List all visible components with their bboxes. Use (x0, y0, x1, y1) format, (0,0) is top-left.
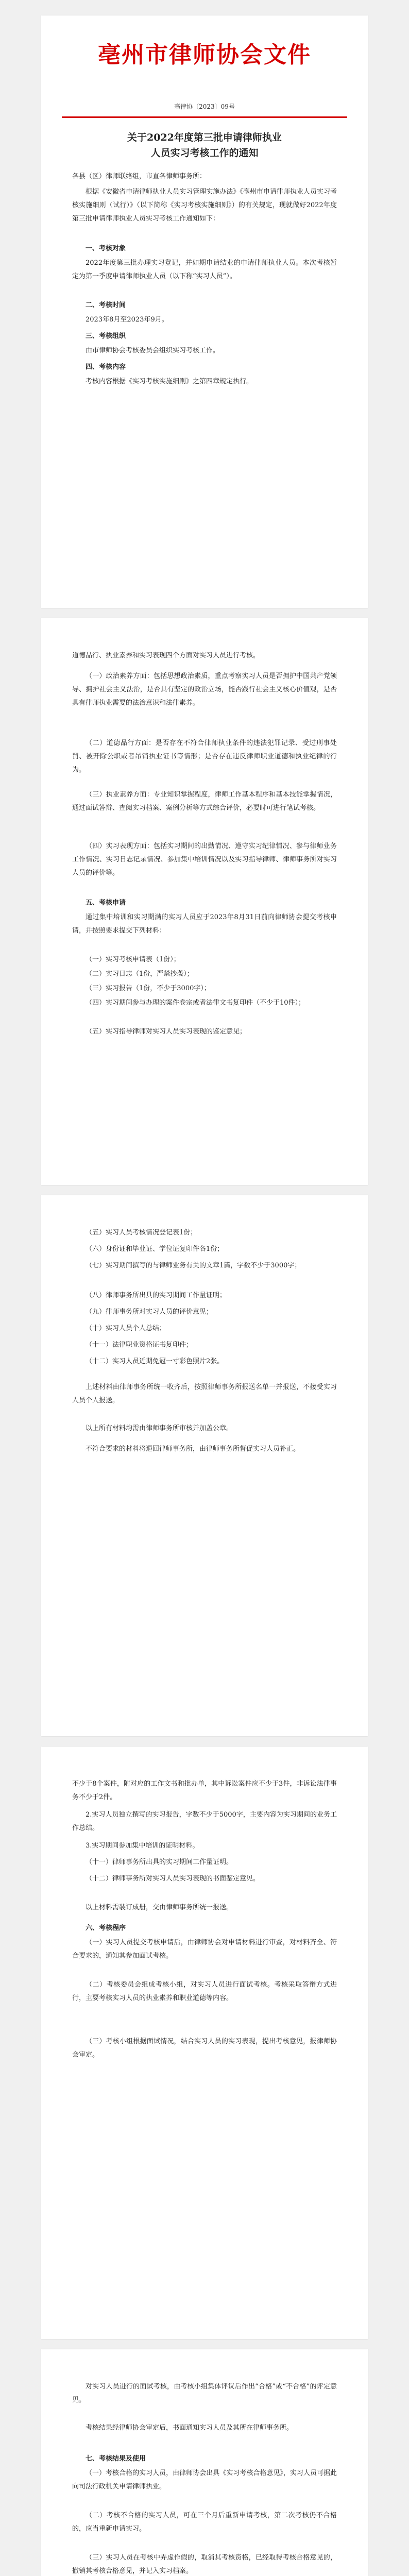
salutation: 各县（区）律师联络组，市直各律师事务所： (72, 173, 207, 180)
section-1-text: 2022年度第三批办理实习登记，并如期申请结业的申请律师执业人员。本次考核暂定为第一季度申请律师执业人员（以下称“实习人员”）。 (72, 259, 337, 280)
section-5-title: 五、考核申请 (86, 899, 126, 907)
section-3-text: 由市律师协会考核委员会组织实习考核工作。 (86, 347, 220, 354)
document-page-2 (41, 618, 368, 1185)
section-1-title: 一、考核对象 (86, 245, 126, 252)
p2-list-item: （四）实习期间参与办理的案件卷宗或者法律文书复印件（不少于10件）； (86, 999, 305, 1007)
p5-result-1: （一）考核合格的实习人员，由律师协会出具《实习考核合格意见》，实习人员可据此向司法行政机关申请律师执业。 (72, 2469, 337, 2490)
p3-list-item: （九）律师事务所对实习人员的评价意见； (86, 1308, 213, 1316)
document-page-3 (41, 1195, 368, 1736)
p4-step-3: （三）考核小组根据面试情况，结合实习人员的实习表现，提出考核意见，报律师协会审定。 (72, 2038, 337, 2059)
p2-list-item: （二）实习日志（1份，严禁抄袭）； (86, 970, 194, 978)
p4-paragraph-4: （十一）律师事务所出具的实习期间工作量证明。 (86, 1858, 233, 1866)
p5-result-2: （二）考核不合格的实习人员，可在三个月后重新申请考核，第二次考核仍不合格的，应当重新申请实习。 (72, 2512, 337, 2533)
p3-list-item: （六）身份证和毕业证、学位证复印件各1份； (86, 1245, 224, 1253)
red-divider (62, 116, 347, 118)
p2-list-item: （三）实习报告（1份，不少于3000字）； (86, 985, 211, 992)
p4-paragraph-6: 以上材料需装订成册，交由律师事务所统一报送。 (86, 1904, 233, 1911)
section-7-title: 七、考核结果及使用 (86, 2455, 146, 2463)
section-2-title: 二、考核时间 (86, 301, 126, 309)
p4-paragraph-3: 3.实习期间参加集中培训的证明材料。 (86, 1842, 199, 1850)
document-page-1 (41, 15, 368, 608)
document-page-4 (41, 1747, 368, 2339)
intro-paragraph: 根据《安徽省申请律师执业人员实习管理实施办法》《亳州市申请律师执业人员实习考核实施细则（试行）》（以下简称《实习考核实施细则》）的有关规定，现就做好2022年度第三批申请律师执业人员实习考核工作通知如下： (72, 188, 337, 223)
p3-list-item: （七）实习期间撰写的与律师业务有关的文章1篇，字数不少于3000字； (86, 1262, 301, 1269)
title-line-2: 人员实习考核工作的通知 (150, 147, 259, 159)
document-number: 亳律协〔2023〕09号 (174, 103, 235, 110)
p4-paragraph-2: 2.实习人员独立撰写的实习报告，字数不少于5000字，主要内容为实习期间的业务工作总结。 (72, 1811, 337, 1832)
section-4-title: 四、考核内容 (86, 363, 126, 371)
title-line-1: 关于2022年度第三批申请律师执业 (127, 132, 282, 143)
p4-step-2: （二）考核委员会组成考核小组，对实习人员进行面试考核。考核采取答辩方式进行，主要考核实习人员的执业素养和职业道德等内容。 (72, 1981, 337, 2002)
p5-paragraph-2: 考核结果经律师协会审定后，书面通知实习人员及其所在律师事务所。 (86, 2424, 294, 2432)
section-4-text: 考核内容根据《实习考核实施细则》之第四章规定执行。 (86, 378, 253, 385)
p4-paragraph-1: 不少于8个案件，附对应的工作文书和批办单，其中诉讼案件应不少于3件，非诉讼法律事务不少于2件。 (72, 1780, 337, 1801)
document-page-5 (41, 2349, 368, 2576)
p2-morality: （二）道德品行方面：是否存在不符合律师执业条件的违法犯罪记录、受过刑事处罚、被开除公职或者吊销执业证书等情形；是否存在违反律师职业道德和执业纪律的行为。 (72, 739, 337, 774)
red-header-title: 亳州市律师协会文件 (98, 42, 311, 68)
p5-paragraph-1: 对实习人员进行的面试考核，由考核小组集体评议后作出“合格”或“不合格”的评定意见。 (72, 2383, 337, 2404)
p5-result-3: （三）实习人员在考核中弄虚作假的，取消其考核资格，已经取得考核合格意见的，撤销其考核合格意见，并记入实习档案。 (72, 2554, 337, 2575)
p3-note-2: 不符合要求的材料将退回律师事务所，由律师事务所督促实习人员补正。 (86, 1445, 300, 1453)
section-6-title: 六、考核程序 (86, 1924, 126, 1932)
p3-list-item: （八）律师事务所出具的实习期间工作量证明； (86, 1292, 227, 1299)
p3-list-item: （五）实习人员考核情况登记表1份； (86, 1229, 197, 1236)
document-title (72, 130, 337, 161)
p3-note-1: 以上所有材料均需由律师事务所审核并加盖公章。 (86, 1425, 233, 1432)
section-3-title: 三、考核组织 (86, 332, 126, 340)
p2-paragraph-1: 道德品行、执业素养和实习表现四个方面对实习人员进行考核。 (72, 652, 260, 659)
p4-step-1: （一）实习人员提交考核申请后，由律师协会对申请材料进行审查，对材料齐全、符合要求的，通知其参加面试考核。 (72, 1939, 337, 1960)
p2-application: 通过集中培训和实习期满的实习人员应于2023年8月31日前向律师协会提交考核申请，并按照要求提交下列材料： (72, 913, 337, 935)
p3-list-item: （十二）实习人员近期免冠一寸彩色照片2张。 (86, 1358, 224, 1365)
section-2-text: 2023年8月至2023年9月。 (86, 316, 168, 324)
p2-list-item: （一）实习考核申请表（1份）； (86, 956, 180, 963)
p3-paragraph: 上述材料由律师事务所统一收齐后，按照律师事务所报送名单一并报送，不接受实习人员个人报送。 (72, 1383, 337, 1404)
p2-political: （一）政治素养方面：包括思想政治素质，重点考察实习人员是否拥护中国共产党领导、拥护社会主义法治，是否具有坚定的政治立场，能否践行社会主义核心价值观，是否具有律师执业需要的法治意识和法律素养。 (72, 672, 337, 707)
p2-competence: （三）执业素养方面：专业知识掌握程度，律师工作基本程序和基本技能掌握情况，通过面试答辩、查阅实习档案、案例分析等方式综合评价，必要时可进行笔试考核。 (72, 791, 337, 812)
p2-list-item: （五）实习指导律师对实习人员实习表现的鉴定意见； (86, 1028, 247, 1036)
p3-list-item: （十）实习人员个人总结； (86, 1325, 166, 1332)
p4-paragraph-5: （十二）律师事务所对实习人员实习表现的书面鉴定意见。 (86, 1875, 260, 1883)
p2-performance: （四）实习表现方面：包括实习期间的出勤情况、遵守实习纪律情况、参与律师业务工作情况、实习日志记录情况、参加集中培训情况以及实习指导律师、律师事务所对实习人员的评价等。 (72, 842, 337, 877)
p3-list-item: （十一）法律职业资格证书复印件； (86, 1341, 193, 1349)
